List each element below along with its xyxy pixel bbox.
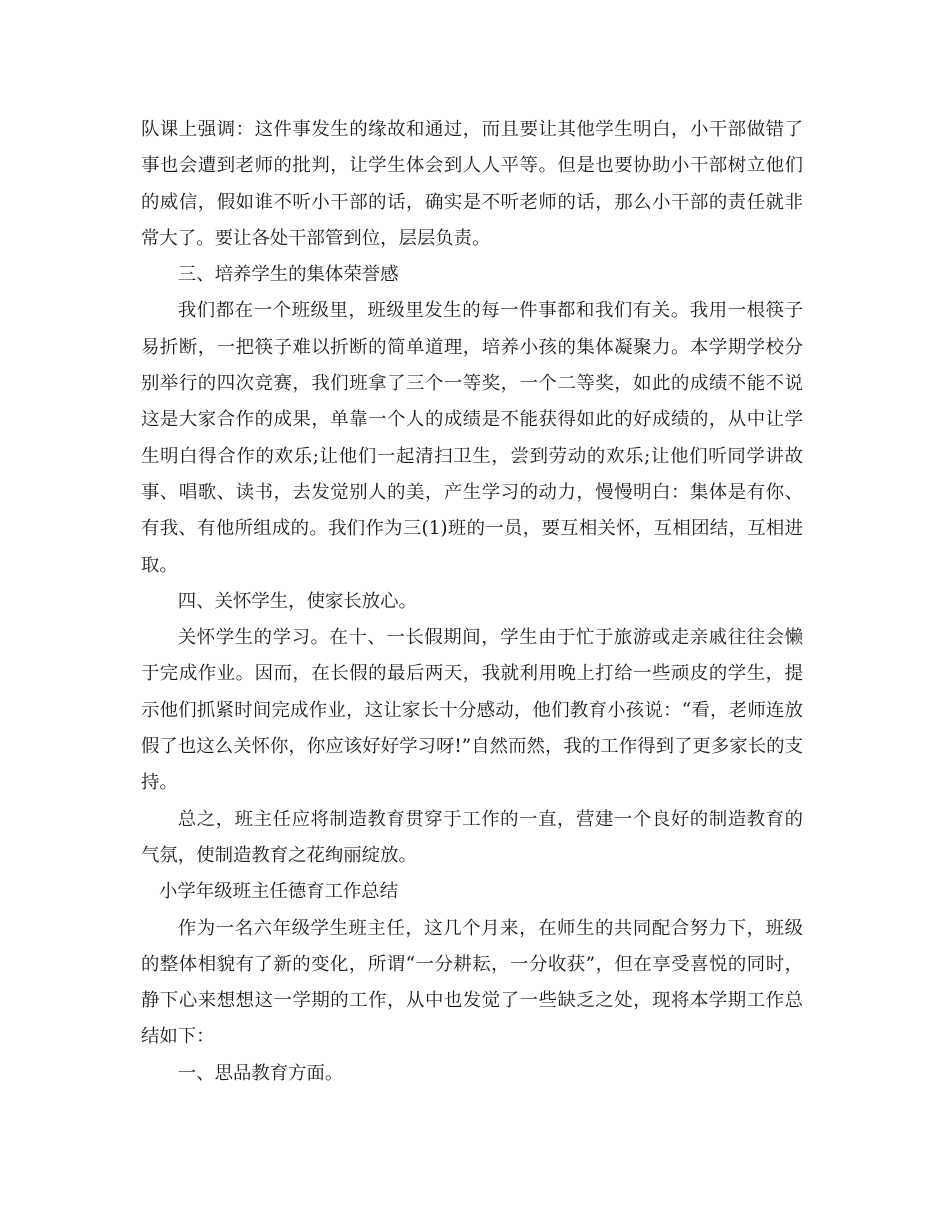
paragraph-continued: 队课上强调：这件事发生的缘故和通过，而且要让其他学生明白，小干部做错了事也会遭到老师的批判，让学生体会到人人平等。但是也要协助小干部树立他们的威信，假如谁不听小干部的话，确实是不听老师的话，那么小干部的责任就非常大了。要让各处干部管到位，层层负责。 <box>141 119 803 249</box>
section-heading-1: 一、思品教育方面。 <box>177 1062 344 1084</box>
document-body <box>141 112 803 1092</box>
section-heading-3: 三、培养学生的集体荣誉感 <box>177 264 399 286</box>
paragraph-care-students: 关怀学生的学习。在十、一长假期间，学生由于忙于旅游或走亲戚往往会懒于完成作业。因而，在长假的最后两天，我就利用晚上打给一些顽皮的学生，提示他们抓紧时间完成作业，这让家长十分感动，他们教育小孩说：“看，老师连放假了也这么关怀你，你应该好好学习呀!”自然而然，我的工作得到了更多家长的支持。 <box>141 627 803 794</box>
paragraph-conclusion: 总之，班主任应将制造教育贯穿于工作的一直，营建一个良好的制造教育的气氛，使制造教育之花绚丽绽放。 <box>141 808 803 866</box>
paragraph-intro: 作为一名六年级学生班主任，这几个月来，在师生的共同配合努力下，班级的整体相貌有了新的变化，所谓“一分耕耘，一分收获”，但在享受喜悦的同时，静下心来想想这一学期的工作，从中也发觉了一些缺乏之处，现将本学期工作总结如下： <box>141 917 803 1048</box>
section-heading-4: 四、关怀学生，使家长放心。 <box>177 590 417 612</box>
document-subtitle: 小学年级班主任德育工作总结 <box>159 881 399 903</box>
paragraph-collective-honor: 我们都在一个班级里，班级里发生的每一件事都和我们有关。我用一根筷子易折断，一把筷子难以折断的简单道理，培养小孩的集体凝聚力。本学期学校分别举行的四次竞赛，我们班拿了三个一等奖，一个二等奖，如此的成绩不能不说这是大家合作的成果，单靠一个人的成绩是不能获得如此的好成绩的，从中让学生明白得合作的欢乐;让他们一起清扫卫生，尝到劳动的欢乐;让他们听同学讲故事、唱歌、读书，去发觉别人的美，产生学习的动力，慢慢明白：集体是有你、有我、有他所组成的。我们作为三(1)班的一员，要互相关怀，互相团结，互相进取。 <box>141 300 803 576</box>
